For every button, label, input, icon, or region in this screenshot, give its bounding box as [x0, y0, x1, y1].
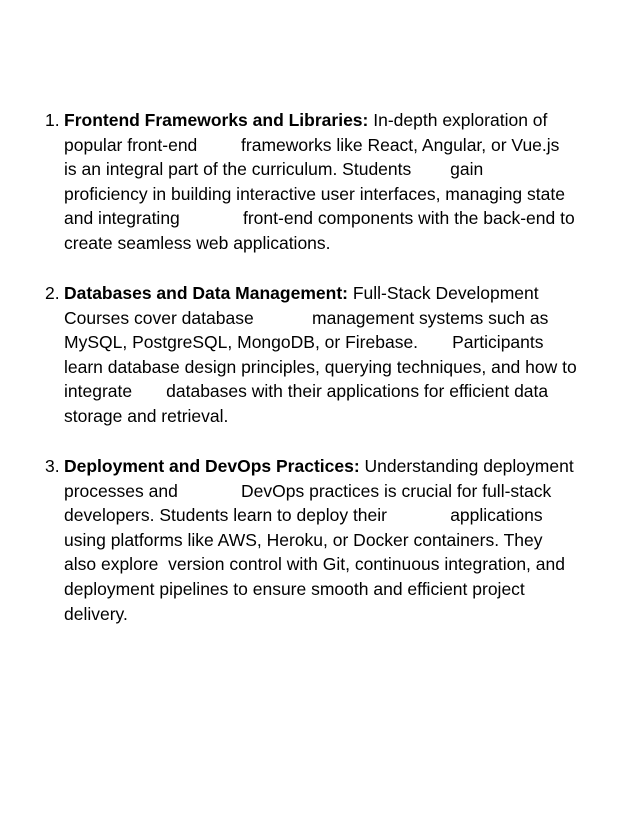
- list-text: In-depth exploration of: [368, 110, 548, 130]
- list-heading: Databases and Data Management:: [64, 283, 348, 303]
- list-line: Courses cover database management systems such as: [64, 307, 549, 328]
- list-line: proficiency in building interactive user interfaces, managing state: [64, 183, 565, 204]
- list-line: integrate databases with their applications for efficient data: [64, 381, 549, 402]
- list-line: create seamless web applications.: [64, 233, 331, 253]
- list-line: developers. Students learn to deploy their applications: [64, 505, 543, 526]
- list-line: learn database design principles, querying techniques, and how to: [64, 356, 577, 377]
- list-line: popular front-end frameworks like React, Angular, or Vue.js: [64, 134, 560, 155]
- list-line: processes and DevOps practices is crucial for full-stack: [64, 480, 552, 501]
- list-line: and integrating front-end components with the back-end to: [64, 208, 575, 229]
- list-text: Understanding deployment: [359, 456, 574, 476]
- list-text: Full-Stack Development: [347, 283, 539, 303]
- list-heading: Frontend Frameworks and Libraries:: [64, 110, 369, 130]
- list-number: 1.: [45, 110, 60, 130]
- list-number: 3.: [45, 456, 60, 476]
- list-line: is an integral part of the curriculum. Students gain: [64, 159, 484, 180]
- list-line: [64, 281, 539, 306]
- list-line: [64, 108, 547, 133]
- list-line: [64, 454, 574, 479]
- list-line: storage and retrieval.: [64, 406, 229, 426]
- list-line: using platforms like AWS, Heroku, or Docker containers. They: [64, 529, 543, 550]
- list-line: also explore version control with Git, continuous integration, and: [64, 554, 565, 575]
- list-line: delivery.: [64, 603, 128, 624]
- list-line: MySQL, PostgreSQL, MongoDB, or Firebase. Participants: [64, 332, 544, 353]
- list-line: deployment pipelines to ensure smooth and efficient project: [64, 579, 525, 599]
- list-heading: Deployment and DevOps Practices:: [64, 456, 360, 476]
- list-number: 2.: [45, 283, 60, 303]
